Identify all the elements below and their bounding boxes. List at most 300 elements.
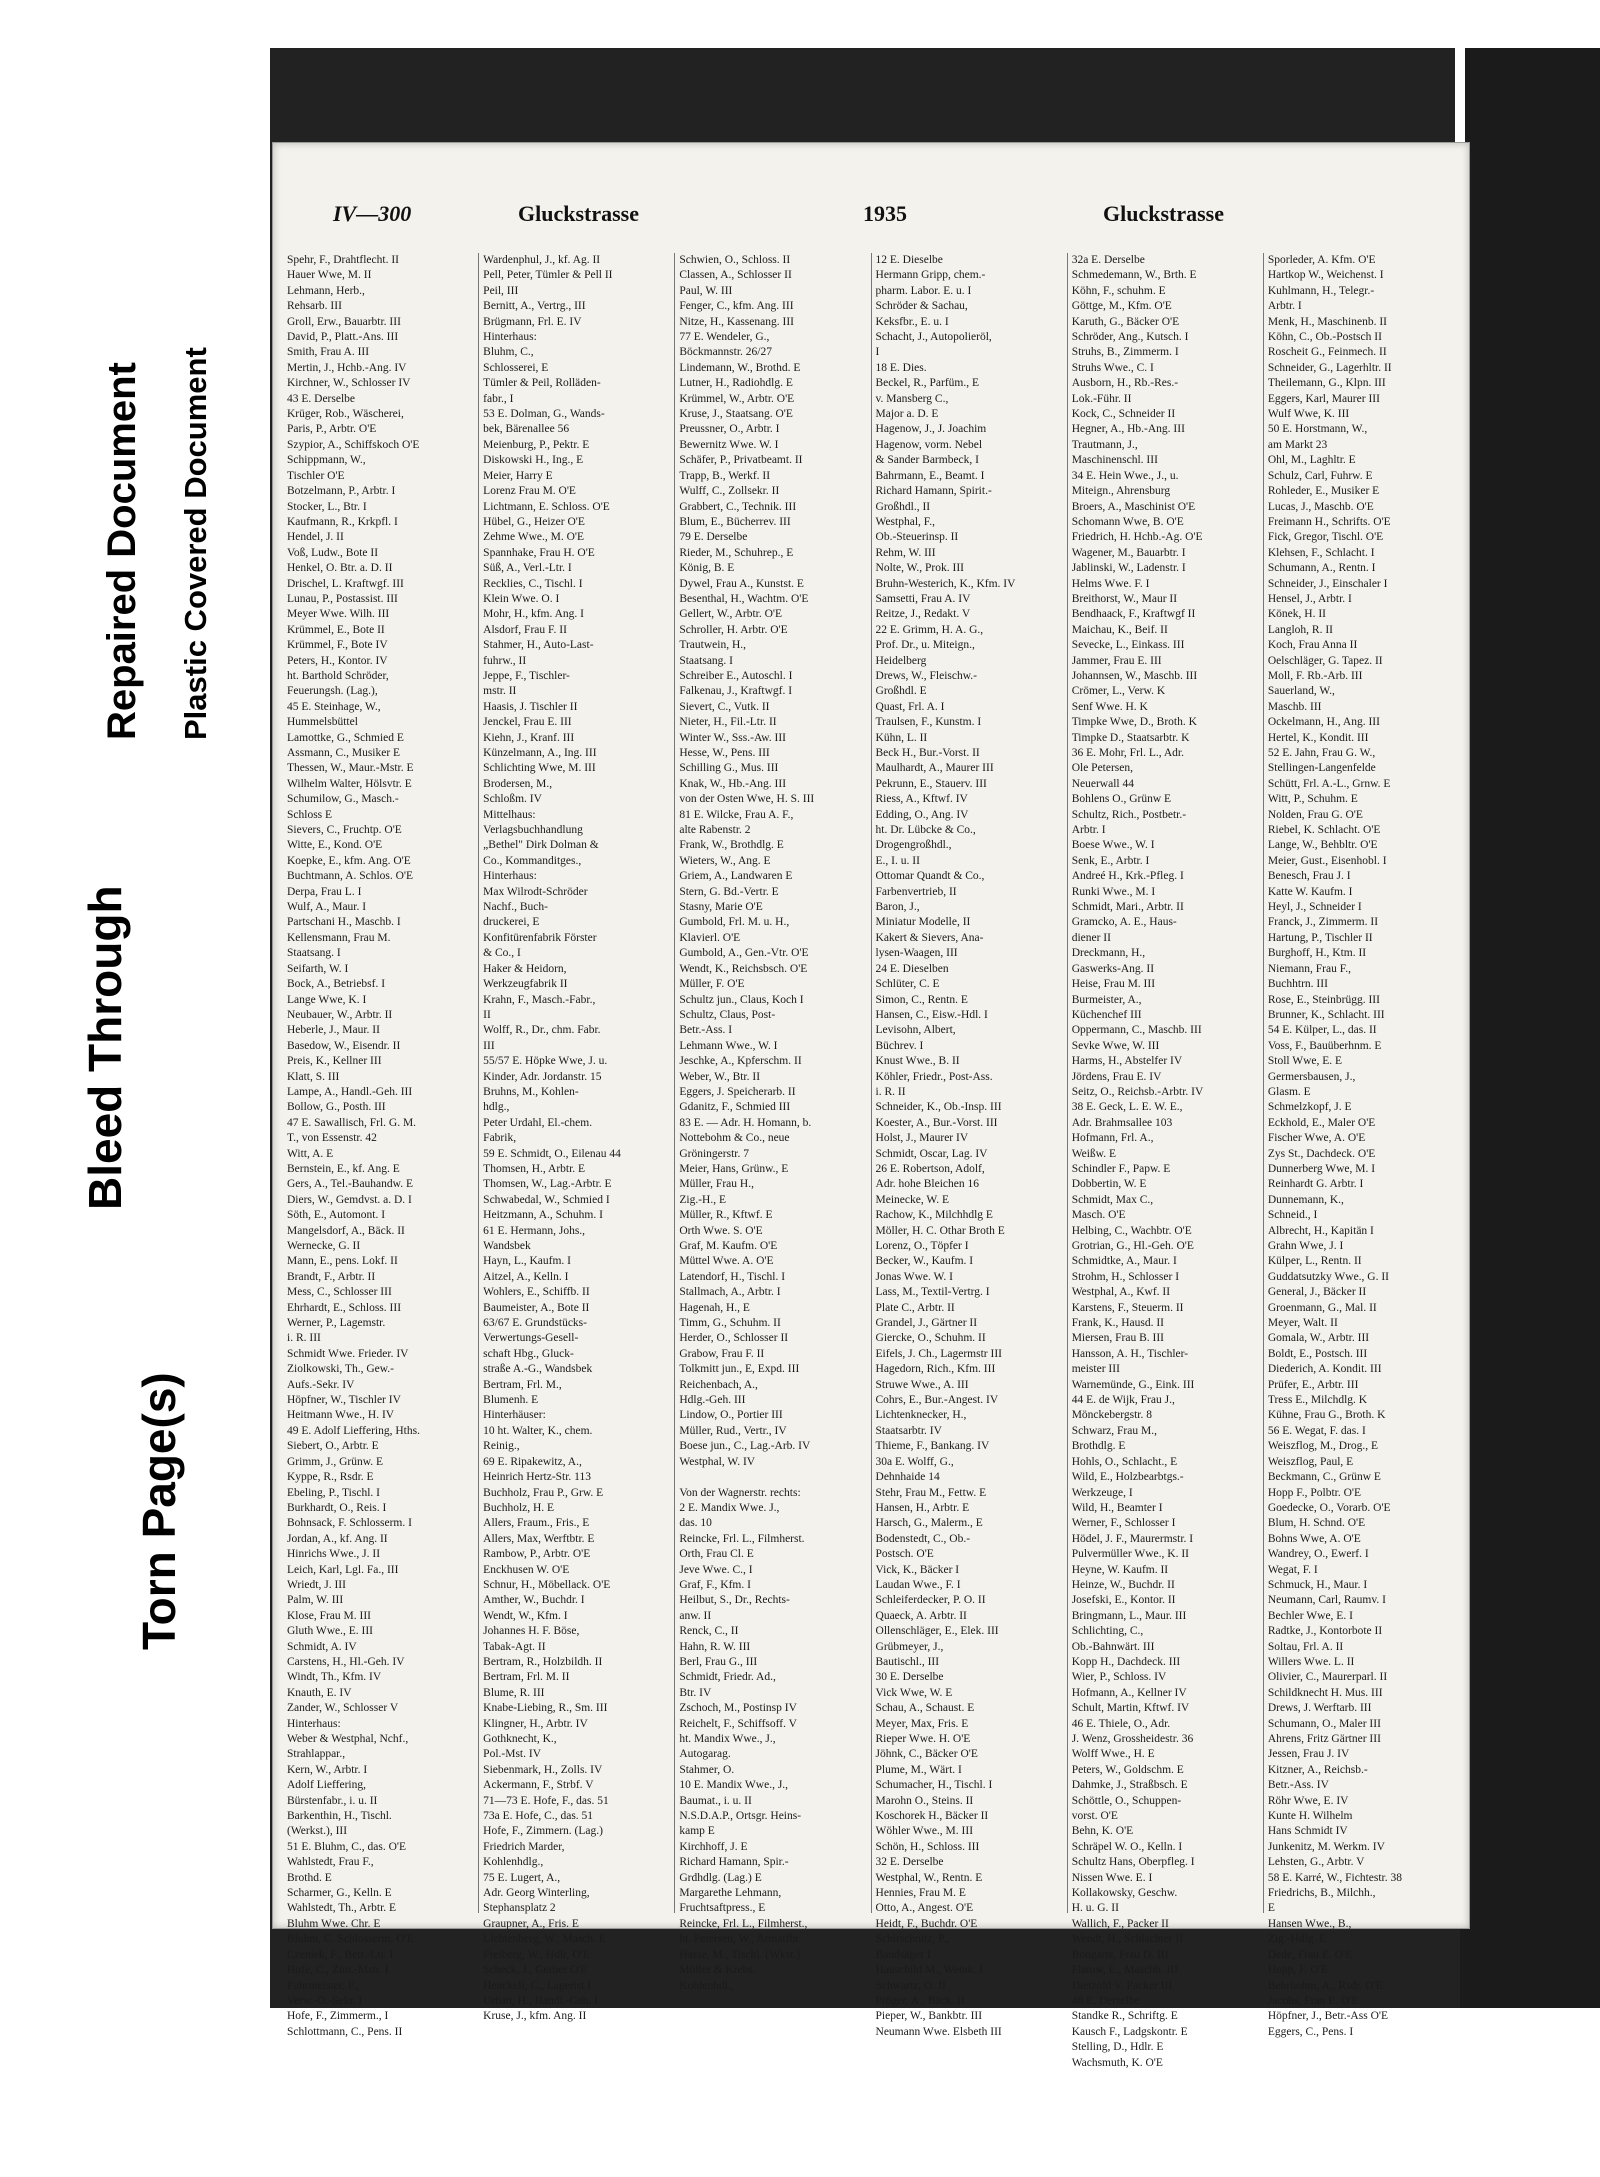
directory-entry: v. Mansberg C., (875, 392, 949, 405)
directory-entry: Trautmann, J., (1071, 438, 1138, 451)
directory-entry: Maschinenschl. III (1071, 454, 1158, 467)
directory-entry: Dahmke, J., Straßbsch. E (1071, 1779, 1188, 1792)
directory-entry: Heidt, F., Buchdr. O'E (875, 1917, 978, 1930)
directory-entry: Schirschnitz, P., (875, 1933, 949, 1946)
directory-entry: Heitzmann, A., Schuhm. I (483, 1209, 603, 1222)
directory-entry: Hinterhaus: (483, 870, 537, 883)
directory-entry: III (483, 1039, 495, 1052)
directory-entry: Dywel, Frau A., Kunstst. E (679, 577, 804, 590)
directory-entry: II (483, 1008, 491, 1021)
directory-entry: Frank, W., Brothdlg. E (679, 839, 784, 852)
directory-entry: Wieters, W., Ang. E (679, 854, 771, 867)
directory-entry: Bürstenfabr., i. u. II (287, 1794, 378, 1807)
directory-entry: Mess, C., Schlosser III (287, 1286, 392, 1299)
directory-entry: Bohnsack, F. Schlosserm. I (287, 1517, 412, 1530)
directory-entry: Stehr, Frau M., Fettw. E (875, 1486, 987, 1499)
directory-entry: Hofmann, A., Kellner IV (1071, 1686, 1187, 1699)
directory-entry: Krümmel, E., Bote II (287, 623, 385, 636)
directory-entry (679, 1470, 866, 1485)
directory-entry: Flatow, E., Maschb. III (1071, 1964, 1178, 1977)
directory-entry: Heilbut, S., Dr., Rechts- (679, 1594, 790, 1607)
directory-entry: Söth, E., Automont. I (287, 1209, 386, 1222)
directory-entry: Burkhardt, O., Reis. I (287, 1501, 387, 1514)
directory-entry: Breithorst, W., Maur II (1071, 592, 1178, 605)
directory-entry: Stelling, D., Hdlr. E (1071, 2041, 1164, 2054)
directory-entry: Peters, W., Goldschm. E (1071, 1763, 1184, 1776)
directory-entry: Blum, E., Bücherrev. III (679, 515, 791, 528)
directory-entry: Recklies, C., Tischl. I (483, 577, 583, 590)
directory-entry: Bernstein, E., kf. Ang. E (287, 1162, 400, 1175)
directory-entry: Keksfbr., E. u. I (875, 315, 949, 328)
directory-entry: Bluhm, C., (483, 346, 534, 359)
directory-entry: Giercke, O., Schuhm. II (875, 1332, 986, 1345)
directory-entry: Köhler, Friedr., Post-Ass. (875, 1070, 993, 1083)
directory-entry: Spannhake, Frau H. O'E (483, 546, 595, 559)
directory-entry: Derpa, Frau L. I (287, 885, 362, 898)
directory-entry: Diers, W., Gemdvst. a. D. I (287, 1193, 412, 1206)
directory-entry: Kollakowsky, Geschw. (1071, 1887, 1178, 1900)
directory-entry: Lichtmann, E. Schloss. O'E (483, 500, 610, 513)
directory-entry: Jöhnk, C., Bäcker O'E (875, 1748, 978, 1761)
directory-entry: David, P., Platt.-Ans. III (287, 331, 399, 344)
directory-entry: Grotrian, G., Hl.-Geh. O'E (1071, 1240, 1194, 1252)
directory-entry: Nitze, H., Kassenang. III (679, 315, 794, 328)
directory-entry: Hagenow, J., J. Joachim (875, 423, 987, 436)
directory-entry: 43 E. Derselbe (287, 392, 356, 405)
directory-entry: Wulf Wwe, K. III (1267, 408, 1350, 421)
directory-entry: Rohleder, E., Musiker E (1267, 485, 1380, 498)
directory-entry: Lampe, A., Handl.-Geh. III (287, 1085, 413, 1098)
directory-entry: Voß, Ludw., Bote II (287, 546, 379, 559)
directory-entry: Haker & Heidorn, (483, 962, 567, 975)
directory-entry: Rose, E., Steinbrügg. III (1267, 993, 1380, 1006)
directory-entry: lysen-Waagen, III (875, 947, 958, 960)
directory-entry: Verwertungs-Gesell- (483, 1332, 579, 1345)
directory-entry: Grdhdlg. (Lag.) E (679, 1871, 762, 1884)
directory-entry: & Co., I (483, 947, 521, 960)
directory-entry: Preussner, O., Arbtr. I (679, 423, 780, 436)
directory-entry: Kühne, Frau G., Broth. K (1267, 1409, 1386, 1422)
directory-entry: ht. Dr. Lübcke & Co., (875, 824, 976, 837)
directory-entry: Brothd. E (287, 1871, 332, 1884)
directory-entry: Lindow, O., Portier III (679, 1409, 783, 1422)
directory-entry: Crömer, L., Verw. K (1071, 685, 1166, 698)
directory-entry: von der Osten Wwe, H. S. III (679, 793, 815, 806)
directory-entry: Schräpel W. O., Kelln. I (1071, 1840, 1183, 1853)
directory-entry: Stern, G. Bd.-Vertr. E (679, 885, 779, 898)
directory-entry: Thomsen, W., Lag.-Arbtr. E (483, 1178, 612, 1191)
directory-entry: Bruhn-Westerich, K., Kfm. IV (875, 577, 1016, 590)
directory-entry: Co., Kommanditges., (483, 854, 582, 867)
directory-entry: Hauschild M., Weink. I (875, 1964, 983, 1977)
directory-entry: Jeschke, A., Kpferschm. II (679, 1055, 802, 1068)
directory-entry: Sporleder, A. Kfm. O'E (1267, 254, 1376, 266)
directory-entry: 77 E. Wendeler, G., (679, 331, 770, 344)
directory-entry: Drogengroßhdl., (875, 839, 952, 852)
directory-entry: Hartkop W., Weichenst. I (1267, 269, 1384, 282)
directory-entry: mstr. II (483, 685, 517, 698)
directory-entry: N.S.D.A.P., Ortsgr. Heins- (679, 1810, 802, 1823)
directory-entry: Wolff, R., Dr., chm. Fabr. (483, 1024, 601, 1037)
directory-entry: 22 E. Grimm, H. A. G., (875, 623, 984, 636)
directory-entry: Küchenchef III (1071, 1008, 1142, 1021)
directory-entry: Dreckmann, H., (1071, 947, 1146, 960)
directory-entry: Reinhardt G. Arbtr. I (1267, 1178, 1364, 1191)
directory-entry: Kern, W., Arbtr. I (287, 1763, 368, 1776)
directory-entry: Friedrichs, B., Milchh., (1267, 1887, 1376, 1900)
directory-entry: Harsch, G., Malerm., E (875, 1517, 983, 1530)
directory-entry: fabr., I (483, 392, 514, 405)
directory-entry: Dietzold V. Packer III (1071, 1979, 1173, 1992)
directory-entry: Struhs Wwe., C. I (1071, 361, 1154, 374)
directory-entry: kamp E (679, 1825, 715, 1838)
directory-entry: Kinder, Adr. Jordanstr. 15 (483, 1070, 602, 1083)
directory-entry: Franck, J., Zimmerm. II (1267, 916, 1379, 929)
directory-entry: Autogarag. (679, 1748, 731, 1761)
directory-entry: Aitzel, A., Kelln. I (483, 1270, 569, 1283)
directory-entry: 30 E. Derselbe (875, 1671, 944, 1684)
directory-entry: Kausch F., Ladgskontr. E (1071, 2025, 1188, 2038)
directory-entry: Schultz, Claus, Post- (679, 1008, 776, 1021)
directory-entry: Tress E., Milchdlg. K (1267, 1394, 1368, 1407)
directory-entry: Lehmann Wwe., W. I (679, 1039, 778, 1052)
directory-entry: Sauerland, W., (1267, 685, 1335, 698)
directory-entry: Zander, W., Schlosser V (287, 1702, 399, 1715)
directory-entry: Klavierl. O'E (679, 931, 741, 944)
directory-entry: Wahlstedt, Frau F., (287, 1856, 374, 1869)
directory-entry: Eckhold, E., Maler O'E (1267, 1116, 1376, 1129)
directory-entry: Schumilow, G., Masch.- (287, 793, 399, 806)
directory-entry: Bohns Wwe, A. O'E (1267, 1532, 1361, 1545)
directory-entry: Gaswerks-Ang. II (1071, 962, 1155, 975)
directory-entry: Mittelhaus: (483, 808, 536, 821)
directory-entry: Fruchtsaftpress., E (679, 1902, 766, 1915)
directory-entry: Hennies, Frau M. E (875, 1887, 966, 1900)
directory-entry: 63/67 E. Grundstücks- (483, 1317, 587, 1330)
directory-entry: Lamottke, G., Schmied E (287, 731, 404, 744)
directory-entry: Höpfner, J., Betr.-Ass O'E (1267, 2010, 1388, 2023)
directory-entry: Neubauer, W., Arbtr. II (287, 1008, 393, 1021)
plastic-covered-label: Plastic Covered Document (178, 347, 213, 740)
directory-entry: vorst. O'E (1071, 1810, 1118, 1823)
directory-entry: 54 E. Külper, L., das. II (1267, 1024, 1377, 1037)
directory-entry: Thessen, W., Maur.-Mstr. E (287, 762, 414, 775)
directory-entry: Peters, H., Kontor. IV (287, 654, 388, 667)
directory-entry: Witte, E., Kond. O'E (287, 839, 383, 852)
directory-entry: Bendhaack, F., Kraftwgf II (1071, 608, 1196, 621)
directory-entry: Kiehn, J., Kranf. III (483, 731, 575, 744)
directory-entry: Drews, J. Werftarb. III (1267, 1702, 1372, 1715)
directory-entry: Kohlenhdlg., (483, 1856, 544, 1869)
directory-entry: Wachsmuth, K. O'E (1071, 2056, 1163, 2069)
directory-entry: Schmidt, Max C., (1071, 1193, 1154, 1206)
directory-entry: Paul, W. III (679, 284, 733, 297)
directory-entry: 73a E. Hofe, C., das. 51 (483, 1810, 594, 1823)
directory-entry: Alsdorf, Frau F. II (483, 623, 567, 636)
directory-entry: Kunte H. Wilhelm (1267, 1810, 1353, 1823)
directory-entry: Richard Hamann, Spir.- (679, 1856, 789, 1869)
directory-entry: Miteign., Ahrensburg (1071, 485, 1171, 498)
directory-entry: General, J., Bäcker II (1267, 1286, 1367, 1299)
directory-entry: Riebel, K. Schlacht. O'E (1267, 824, 1381, 837)
directory-entry: Strohm, H., Schlosser I (1071, 1270, 1180, 1283)
directory-entry: I (875, 346, 880, 359)
directory-entry: Junkenitz, M. Werkm. IV (1267, 1840, 1385, 1853)
directory-entry: Baron, J., (875, 901, 920, 914)
directory-entry: Blume, R. III (483, 1686, 545, 1699)
directory-entry: Renck, C., II (679, 1625, 739, 1638)
directory-entry: Schulz, Carl, Fuhrw. E (1267, 469, 1373, 482)
directory-entry: Rehm, W. III (875, 546, 936, 559)
directory-entry: 69 E. Ripakewitz, A., (483, 1455, 582, 1468)
directory-entry: Bluhm Wwe. Chr. E (287, 1917, 381, 1930)
directory-entry: Witt, P., Schuhm. E (1267, 793, 1358, 806)
directory-entry: Paris, P., Arbtr. O'E (287, 423, 377, 436)
directory-column-2 (479, 253, 675, 2023)
directory-entry: pharm. Labor. E. u. I (875, 284, 972, 297)
directory-entry: Jacobs, Frau E. O'E (1267, 1994, 1359, 2007)
directory-entry: Pol.-Mst. IV (483, 1748, 541, 1761)
directory-entry: Beckel, R., Parfüm., E (875, 377, 979, 390)
directory-entry: Wegat, F. I (1267, 1563, 1318, 1576)
directory-entry: Hendel, J. II (287, 531, 344, 544)
directory-entry: Moll, F. Rb.-Arb. III (1267, 669, 1363, 682)
directory-entry: Baumeister, A., Bote II (483, 1301, 590, 1314)
directory-entry: Hopp F., Polbtr. O'E (1267, 1486, 1362, 1499)
directory-entry: Edding, O., Ang. IV (875, 808, 969, 821)
directory-entry: Maichau, K., Beif. II (1071, 623, 1168, 636)
directory-entry: druckerei, E (483, 916, 540, 929)
directory-entry: Adr. Georg Winterling, (483, 1887, 590, 1900)
directory-entry: Szypior, A., Schiffskoch O'E (287, 438, 420, 451)
page-header (273, 201, 1469, 241)
directory-entry: Bechler Wwe, E. I (1267, 1609, 1353, 1622)
directory-entry: Farbenvertrieb, II (875, 885, 957, 898)
directory-entry: Friedrich Marder, (483, 1840, 565, 1853)
directory-entry: Heitmann Wwe., H. IV (287, 1409, 395, 1422)
directory-entry: Gröningerstr. 7 (679, 1147, 749, 1160)
directory-entry: Siebert, O., Arbtr. E (287, 1440, 379, 1453)
directory-entry: Könek, H. II (1267, 608, 1326, 621)
directory-entry: Jonas Wwe. W. I (875, 1270, 953, 1283)
directory-entry: Pekrunn, E., Stauerv. III (875, 777, 987, 790)
directory-entry: Külper, L., Rentn. II (1267, 1255, 1362, 1268)
directory-entry: Quast, Frl. A. I (875, 700, 945, 713)
directory-entry: Schultz Hans, Oberpfleg. I (1071, 1856, 1195, 1869)
directory-entry: Dede, Frau E. O'E (1267, 1948, 1353, 1961)
directory-entry: Winter W., Sss.-Aw. III (679, 731, 786, 744)
directory-entry: Schmidt Wwe. Frieder. IV (287, 1347, 409, 1360)
directory-entry: Reincke, Frl. L., Filmherst., (679, 1917, 808, 1930)
directory-entry: Berl, Frau G., III (679, 1655, 758, 1668)
directory-entry: Neumann, Carl, Raumv. I (1267, 1594, 1386, 1607)
directory-entry: Schlichting, C., (1071, 1625, 1144, 1638)
directory-entry: Seitz, O., Reichsb.-Arbtr. IV (1071, 1085, 1204, 1098)
directory-entry: 34 E. Hein Wwe., J., u. (1071, 469, 1179, 482)
directory-entry: 83 E. — Adr. H. Homann, b. (679, 1116, 812, 1129)
directory-entry: Ausborn, H., Rb.-Res.- (1071, 377, 1179, 390)
directory-entry: Orth, Frau Cl. E (679, 1548, 754, 1561)
directory-entry: Schroller, H. Arbtr. O'E (679, 623, 788, 636)
directory-entry: Timm, G., Schuhm. II (679, 1317, 781, 1330)
directory-entry: Brodersen, M., (483, 777, 553, 790)
directory-entry: Rieper Wwe. H. O'E (875, 1733, 971, 1745)
directory-entry: Karuth, G., Bäcker O'E (1071, 315, 1180, 328)
directory-entry: Jenckel, Frau E. III (483, 716, 572, 729)
directory-entry: Schomann Wwe, B. O'E (1071, 515, 1184, 528)
directory-entry: Mangelsdorf, A., Bäck. II (287, 1224, 405, 1237)
directory-entry: Wriedt, J. III (287, 1578, 346, 1591)
directory-page (272, 142, 1470, 2069)
directory-entry: Niemann, Frau F., (1267, 962, 1351, 975)
directory-entry: Miersen, Frau B. III (1071, 1332, 1164, 1345)
directory-entry: Traulsen, F., Kunstm. I (875, 716, 982, 729)
directory-entry: Werner, F., Schlosser I (1071, 1517, 1176, 1530)
directory-entry: Kühn, L. II (875, 731, 928, 744)
directory-entry: Hödel, J. F., Maurermstr. I (1071, 1532, 1194, 1545)
directory-entry: 47 E. Sawallisch, Frl. G. M. (287, 1116, 417, 1129)
directory-entry: Lichtenknecker, H., (875, 1409, 967, 1422)
directory-entry: Schmedemann, W., Brth. E (1071, 269, 1197, 282)
bleed-through-label: Bleed Through (79, 885, 131, 1210)
directory-entry: Drews, W., Fleischw.- (875, 669, 977, 682)
directory-entry: Knust Wwe., B. II (875, 1055, 960, 1068)
directory-entry: Ob.-Steuerinsp. II (875, 531, 959, 544)
directory-entry: Burghoff, H., Ktm. II (1267, 947, 1367, 960)
directory-entry: Lichtenberg, W., Masch. E (483, 1933, 606, 1946)
directory-entry: 53 E. Dolman, G., Wands- (483, 408, 605, 421)
directory-entry: Simon, C., Rentn. E (875, 993, 968, 1006)
directory-entry: Reichelt, F., Schiffsoff. V (679, 1717, 797, 1730)
directory-entry: Meyer, Max, Fris. E (875, 1717, 969, 1730)
directory-entry: Sevke Wwe, W. III (1071, 1039, 1160, 1052)
directory-entry: Leich, Karl, Lgl. Fa., III (287, 1563, 399, 1576)
directory-entry: Schumann, A., Rentn. I (1267, 562, 1376, 575)
directory-entry: Krümmel, W., Arbtr. O'E (679, 392, 795, 405)
directory-entry: Knabe-Liebing, R., Sm. III (483, 1702, 608, 1715)
directory-entry: Andreé H., Krk.-Pfleg. I (1071, 870, 1184, 883)
directory-entry: Möller, H. C. Othar Broth E (875, 1224, 1005, 1237)
directory-entry: 81 E. Wilcke, Frau A. F., (679, 808, 794, 821)
directory-entry: Wernecke, G. II (287, 1240, 361, 1252)
directory-entry: Basedow, W., Eisendr. II (287, 1039, 401, 1052)
torn-edge (1455, 48, 1465, 148)
directory-entry: Karstens, F., Steuerm. II (1071, 1301, 1184, 1314)
directory-entry: Hübel, G., Heizer O'E (483, 515, 585, 528)
directory-entry: Rehsarb. III (287, 300, 342, 313)
directory-entry: Hesse, W., Pens. III (679, 747, 770, 759)
directory-entry: Adolf Lieffering, (287, 1779, 366, 1792)
directory-entry: Zys St., Dachdeck. O'E (1267, 1147, 1376, 1160)
directory-entry: Schmidt, Friedr. Ad., (679, 1671, 776, 1684)
directory-entry: Sevecke, L., Einkass. III (1071, 639, 1185, 652)
directory-entry: Henckell, C., Lagerist I (483, 1979, 592, 1992)
directory-entry: Nottebohm & Co., neue (679, 1132, 790, 1145)
directory-entry: Schmidt, A. IV (287, 1640, 357, 1653)
directory-entry: Kellensmann, Frau M. (287, 931, 391, 944)
directory-entry: Peter Urdahl, El.-chem. (483, 1116, 593, 1129)
directory-entry: Weber & Westphal, Nchf., (287, 1733, 409, 1745)
directory-entry: Siebenmark, H., Zolls. IV (483, 1763, 603, 1776)
directory-entry: Müller, Frau H., (679, 1178, 754, 1191)
directory-entry: Werkzeuge, I (1071, 1486, 1133, 1499)
directory-entry: Roscheit G., Feinmech. II (1267, 346, 1387, 359)
directory-entry: Lorenz, O., Töpfer I (875, 1240, 969, 1252)
directory-entry: Stocker, L., Btr. I (287, 500, 367, 513)
directory-entry: Reincke, Frl. L., Filmherst. (679, 1532, 805, 1545)
directory-entry: Graupner, A., Fris. E (483, 1917, 579, 1930)
directory-entry: Schippmann, W., (287, 454, 366, 467)
directory-entry: 48 E. Derselbe (1071, 1994, 1140, 2007)
directory-entry: Latendorf, H., Tischl. I (679, 1270, 786, 1283)
directory-entry: Herder, O., Schlosser II (679, 1332, 789, 1345)
directory-entry: Blumenh. E (483, 1394, 539, 1407)
directory-entry: Meier, Harry E (483, 469, 553, 482)
directory-entry: Postsch. O'E (875, 1548, 934, 1561)
directory-entry: Röhr Wwe, E. IV (1267, 1794, 1349, 1807)
directory-entry: Graf, F., Kfm. I (679, 1578, 751, 1591)
directory-column-1 (283, 253, 479, 2038)
directory-entry: Behn, K. O'E (1071, 1825, 1134, 1838)
directory-entry: Hansen Wwe., B., (1267, 1917, 1352, 1930)
directory-entry: Fick, Gregor, Tischl. O'E (1267, 531, 1384, 544)
directory-entry: Schleiferdecker, P. O. II (875, 1594, 986, 1607)
directory-entry: Gluth Wwe., E. III (287, 1625, 374, 1638)
directory-entry: Nolte, W., Prok. III (875, 562, 964, 575)
directory-entry: Heberle, J., Maur. II (287, 1024, 380, 1037)
directory-entry: Bringmann, L., Maur. III (1071, 1609, 1187, 1622)
directory-entry: Rachow, K., Milchhdlg E (875, 1209, 993, 1222)
directory-entry: Baumat., i. u. II (679, 1794, 752, 1807)
street-name-right: Gluckstrasse (1103, 201, 1224, 226)
directory-entry: Strahlappar., (287, 1748, 346, 1761)
directory-column-3 (675, 253, 871, 1992)
directory-entry: Sievert, C., Vutk. II (679, 700, 770, 713)
repaired-document-label: Repaired Document (100, 362, 144, 740)
directory-entry: Schneider, K., Ob.-Insp. III (875, 1101, 1002, 1114)
directory-entry: Johannsen, W., Maschb. III (1071, 669, 1198, 682)
directory-entry: Meyer Wwe. Wilh. III (287, 608, 390, 621)
directory-entry: Schmidt, Oscar, Lag. IV (875, 1147, 988, 1160)
directory-entry: Oppermann, C., Maschb. III (1071, 1024, 1202, 1037)
directory-entry: Falkenau, J., Kraftwgf. I (679, 685, 793, 698)
directory-entry: Gdanitz, F., Schmied III (679, 1101, 791, 1114)
directory-entry: Süß, A., Verl.-Ltr. I (483, 562, 572, 575)
directory-entry: Witt, A. E (287, 1147, 334, 1160)
directory-entry: Schindler F., Papw. E (1071, 1162, 1171, 1175)
directory-entry: Dunnemann, K., (1267, 1193, 1344, 1206)
directory-entry: Hertel, K., Kondit. III (1267, 731, 1369, 744)
directory-entry: Trautwein, H., (679, 639, 747, 652)
directory-entry: Hofe, F., Zimmern. (Lag.) (483, 1825, 603, 1838)
directory-entry: Eggers, Karl, Maurer III (1267, 392, 1380, 405)
directory-entry: 59 E. Schmidt, O., Eilenau 44 (483, 1147, 621, 1160)
directory-entry: Feuerungsh. (Lag.), (287, 685, 378, 698)
directory-entry: Lange Wwe, K. I (287, 993, 367, 1006)
directory-entry: 18 E. Dies. (875, 361, 927, 374)
directory-entry: Buchhtrn. III (1267, 978, 1328, 991)
directory-entry: Kirchner, W., Schlosser IV (287, 377, 411, 390)
directory-entry: Ollenschläger, E., Elek. III (875, 1625, 999, 1638)
directory-entry: Weiszflog, M., Drog., E (1267, 1440, 1379, 1453)
directory-entry: Kock, C., Schneider II (1071, 408, 1176, 421)
directory-entry: i. R. III (287, 1332, 321, 1345)
directory-entry: Carstens, H., Hl.-Geh. IV (287, 1655, 405, 1668)
directory-entry: Wendt, W., Kfm. I (483, 1609, 568, 1622)
directory-entry: Josefski, E., Kontor. II (1071, 1594, 1176, 1607)
directory-entry: Krümmel, F., Bote IV (287, 639, 388, 652)
directory-entry: Neumann Wwe. Elsbeth III (875, 2025, 1002, 2038)
